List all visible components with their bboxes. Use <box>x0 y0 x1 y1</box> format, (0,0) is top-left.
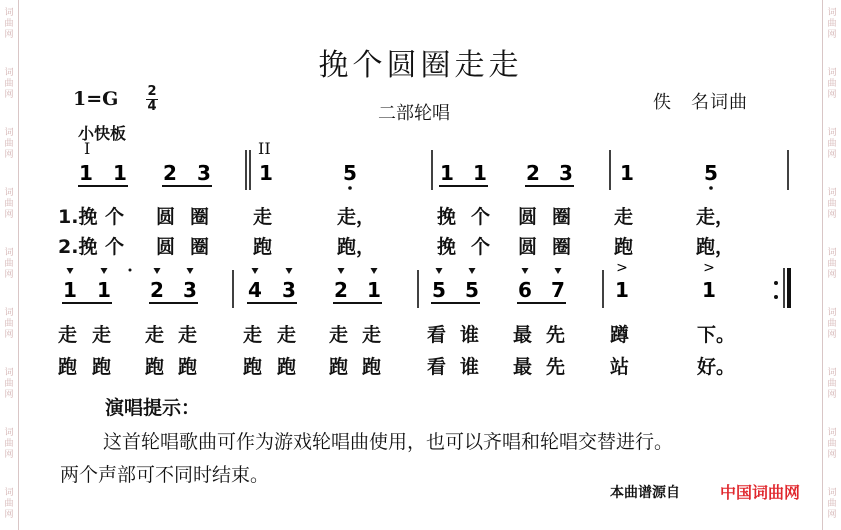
accent-mark <box>187 268 194 274</box>
note: 1 <box>63 278 77 302</box>
note: 4 <box>248 278 262 302</box>
lyric-verse2: 跑， <box>337 236 376 258</box>
lyric-verse1: 走， <box>696 206 735 228</box>
performance-tips-line1: 这首轮唱歌曲可作为游戏轮唱曲使用，也可以齐唱和轮唱交替进行。 <box>103 431 674 453</box>
watermark-text: 词 曲 网 <box>4 8 14 40</box>
lyric-verse1: 个 <box>471 206 491 228</box>
watermark-text: 词 曲 网 <box>827 248 837 280</box>
time-signature-bottom: 4 <box>147 99 157 114</box>
watermark-text: 词 曲 网 <box>827 308 837 340</box>
part-one-mark: I <box>84 139 91 158</box>
watermark-text: 词 曲 网 <box>4 428 14 460</box>
lyric-row2-verse1: 走 <box>178 324 198 346</box>
note: 7 <box>551 278 565 302</box>
time-signature-top: 2 <box>147 84 157 99</box>
lyric-row2-verse2: 先 <box>546 356 566 378</box>
lyric-verse1: 走 <box>253 206 273 228</box>
lyric-row2-verse2: 站 <box>610 356 630 378</box>
song-form: 二部轮唱 <box>378 103 450 124</box>
accent-mark <box>338 268 345 274</box>
note: 3 <box>183 278 197 302</box>
lyric-row2-verse1: 走 <box>92 324 112 346</box>
accent-mark <box>252 268 259 274</box>
note: 1 <box>620 161 634 185</box>
accent-symbol: > <box>703 260 715 276</box>
lyric-verse2: 跑 <box>253 236 273 258</box>
lyric-row2-verse2: 跑 <box>243 356 263 378</box>
watermark-text: 词 曲 网 <box>4 248 14 280</box>
note: 3 <box>559 161 573 185</box>
lyric-verse1: 挽 <box>437 206 457 228</box>
accent-mark <box>469 268 476 274</box>
lyric-verse1: 走 <box>614 206 634 228</box>
lyric-row2-verse2: 跑 <box>92 356 112 378</box>
time-signature <box>146 86 158 113</box>
lyric-row2-verse1: 先 <box>546 324 566 346</box>
part-two-mark: II <box>258 139 271 158</box>
lyric-row2-verse2: 谁 <box>460 356 480 378</box>
note: 5 <box>432 278 446 302</box>
note: 5 <box>343 161 357 185</box>
lyric-row2-verse1: 谁 <box>460 324 480 346</box>
note: 1 <box>440 161 454 185</box>
lyric-row2-verse1: 走 <box>243 324 263 346</box>
lyric-verse2: 个 <box>471 236 491 258</box>
note: 1 <box>702 278 716 302</box>
accent-mark <box>522 268 529 274</box>
author-credit: 佚 名词曲 <box>653 92 748 113</box>
lyric-verse1: 圆 <box>518 206 538 228</box>
note: 3 <box>282 278 296 302</box>
lyric-row2-verse1: 下。 <box>697 324 736 346</box>
lyric-row2-verse2: 好。 <box>697 356 736 378</box>
note: 5 <box>465 278 479 302</box>
lyric-row2-verse1: 走 <box>58 324 78 346</box>
note: 2 <box>334 278 348 302</box>
lyric-row2-verse2: 看 <box>427 356 447 378</box>
accent-mark <box>154 268 161 274</box>
note: 2 <box>163 161 177 185</box>
watermark-text: 词 曲 网 <box>4 308 14 340</box>
note: 5 <box>704 161 718 185</box>
low-octave-dot <box>709 186 713 190</box>
song-title: 挽个圆圈走走 <box>318 48 523 83</box>
note: 3 <box>197 161 211 185</box>
lyric-row2-verse2: 跑 <box>329 356 349 378</box>
lyric-row2-verse1: 蹲 <box>610 324 630 346</box>
lyric-row2-verse1: 看 <box>427 324 447 346</box>
note: 1 <box>367 278 381 302</box>
performance-tips-heading: 演唱提示： <box>105 397 201 419</box>
note: 1 <box>473 161 487 185</box>
tempo-marking: 小快板 <box>78 124 127 143</box>
watermark-text: 词 曲 网 <box>4 128 14 160</box>
lyric-verse2: 圈 <box>552 236 572 258</box>
accent-mark <box>371 268 378 274</box>
lyric-verse2: 挽 <box>437 236 457 258</box>
lyric-verse2: 跑 <box>614 236 634 258</box>
accent-mark <box>101 268 108 274</box>
lyric-verse1: 圈 <box>190 206 210 228</box>
note: 1 <box>615 278 629 302</box>
watermark-text: 词 曲 网 <box>4 188 14 220</box>
note: 1 <box>97 278 111 302</box>
low-octave-dot <box>348 186 352 190</box>
lyric-row2-verse1: 走 <box>277 324 297 346</box>
lyric-verse2: 圆 <box>518 236 538 258</box>
note: 2 <box>150 278 164 302</box>
watermark-text: 词 曲 网 <box>4 488 14 520</box>
watermark-text: 词 曲 网 <box>827 8 837 40</box>
lyric-verse1: 个 <box>105 206 125 228</box>
watermark-text: 词 曲 网 <box>827 428 837 460</box>
lyric-row2-verse1: 走 <box>145 324 165 346</box>
note: 6 <box>518 278 532 302</box>
staccato-dot <box>129 269 132 272</box>
watermark-text: 词 曲 网 <box>827 368 837 400</box>
watermark-text: 词 曲 网 <box>4 368 14 400</box>
watermark-text: 词 曲 网 <box>827 188 837 220</box>
accent-mark <box>436 268 443 274</box>
watermark-text: 词 曲 网 <box>4 68 14 100</box>
lyric-row2-verse1: 最 <box>513 324 533 346</box>
lyric-verse2: 2.挽 <box>58 236 98 258</box>
source-site: 中国词曲网 <box>720 483 801 502</box>
repeat-dot <box>774 295 778 299</box>
source-label: 本曲谱源自 <box>610 485 680 501</box>
lyric-row2-verse2: 跑 <box>277 356 297 378</box>
lyric-row2-verse2: 跑 <box>178 356 198 378</box>
lyric-verse1: 圈 <box>552 206 572 228</box>
lyric-verse1: 1.挽 <box>58 206 98 228</box>
note: 1 <box>259 161 273 185</box>
lyric-verse2: 圆 <box>156 236 176 258</box>
watermark-text: 词 曲 网 <box>827 128 837 160</box>
lyric-row2-verse2: 跑 <box>362 356 382 378</box>
accent-symbol: > <box>616 260 628 276</box>
note: 2 <box>526 161 540 185</box>
lyric-verse1: 走， <box>337 206 376 228</box>
repeat-dot <box>774 281 778 285</box>
lyric-row2-verse2: 最 <box>513 356 533 378</box>
lyric-row2-verse1: 走 <box>362 324 382 346</box>
lyric-row2-verse2: 跑 <box>58 356 78 378</box>
note: 1 <box>79 161 93 185</box>
lyric-row2-verse1: 走 <box>329 324 349 346</box>
lyric-verse2: 个 <box>105 236 125 258</box>
lyric-verse2: 跑， <box>696 236 735 258</box>
lyric-verse1: 圆 <box>156 206 176 228</box>
key-signature: 1=G <box>73 88 119 110</box>
lyric-verse2: 圈 <box>190 236 210 258</box>
watermark-text: 词 曲 网 <box>827 488 837 520</box>
accent-mark <box>286 268 293 274</box>
watermark-text: 词 曲 网 <box>827 68 837 100</box>
accent-mark <box>67 268 74 274</box>
lyric-row2-verse2: 跑 <box>145 356 165 378</box>
performance-tips-line2: 两个声部可不同时结束。 <box>60 464 270 486</box>
note: 1 <box>113 161 127 185</box>
accent-mark <box>555 268 562 274</box>
